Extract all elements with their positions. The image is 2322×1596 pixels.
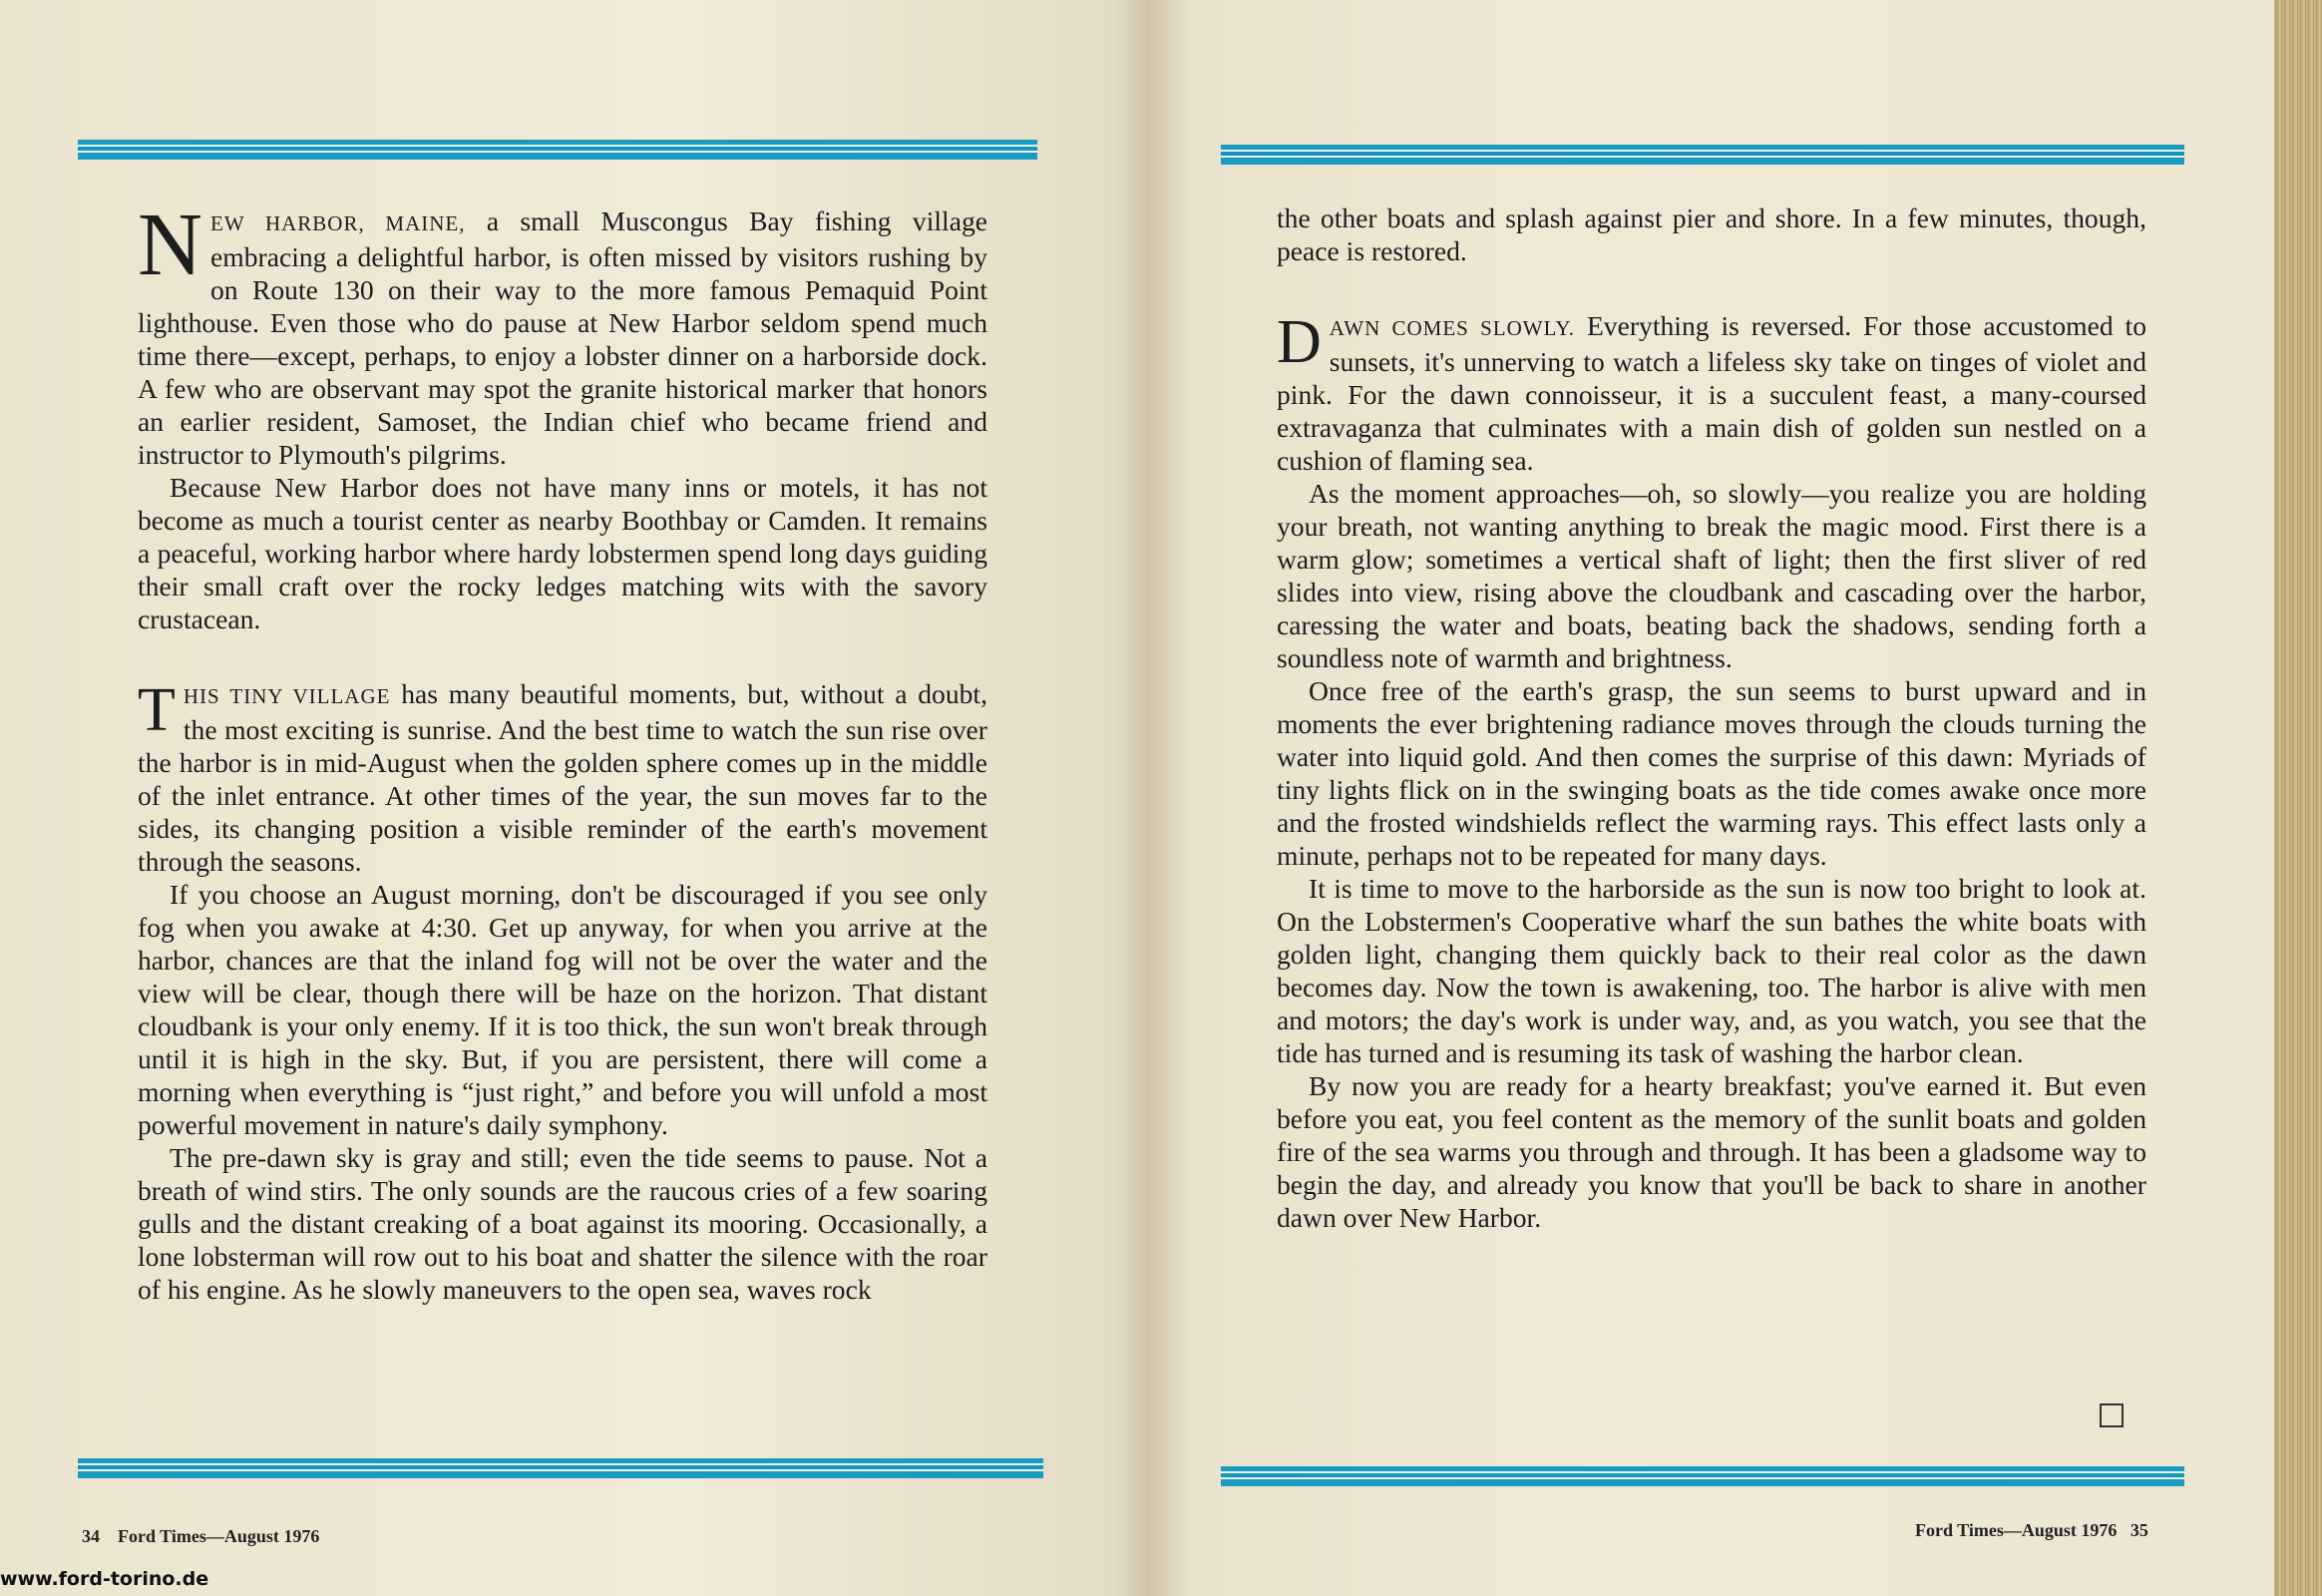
left-page xyxy=(0,0,1147,1596)
top-rule-right xyxy=(1221,145,2184,165)
paragraph-pre-dawn: The pre-dawn sky is gray and still; even the tide seems to pause. Not a breath of wind stirs. The only sounds are the raucous cries of a few soaring gulls and the distant creaking of a boat against its mooring. Occasionally, a lone lobsterman will row out to his boat and shatter the silence with the roar of his engine. As he slowly maneuvers to the open sea, waves rock xyxy=(138,1142,987,1305)
page-edges xyxy=(2274,0,2322,1596)
left-column-text xyxy=(138,196,987,1306)
bottom-rule-left xyxy=(78,1458,1043,1478)
top-rule-left xyxy=(78,140,1037,160)
paragraph-tiny-village xyxy=(138,677,987,878)
dropcap: T xyxy=(138,676,176,744)
paragraph-dawn-comes-slowly xyxy=(1277,309,2146,477)
paragraph-august-morning: If you choose an August morning, don't be discouraged if you see only fog when you awake at 4:30. Get up anyway, for when you arrive at the harbor, chances are that the inland fog will not be over the water and the view will be clear, though there will be haze on the horizon. That distant cloudbank is your only enemy. If it is too thick, the sun won't break through until it is high in the sky. But, if you are persistent, there will come a morning when everything is “just right,” and before you will unfold a most powerful movement in nature's daily symphony. xyxy=(138,879,987,1140)
paragraph-peace-restored: the other boats and splash against pier and shore. In a few minutes, though, peace is restored. xyxy=(1277,202,2146,266)
paragraph-harborside: It is time to move to the harborside as the sun is now too bright to look at. On the Lobstermen's Cooperative wharf the sun bathes the white boats with golden light, changing them quickly back to their real color as the dawn becomes day. Now the town is awakening, too. The harbor is alive with men and motors; the day's work is under way, and, as you watch, you see that the tide has turned and is resuming its task of washing the harbor clean. xyxy=(1277,873,2146,1068)
watermark: www.ford-torino.de xyxy=(0,1568,209,1590)
folio-right xyxy=(1915,1520,2148,1541)
paragraph-text: has many beautiful moments, but, without a doubt, the most exciting is sunrise. And the best time to watch the sun rise over the harbor is in mid-August when the golden sphere comes up in the middle of the inlet entrance. At other times of the year, the sun moves far to the sides, its changing position a visible reminder of the earth's movement through the seasons. xyxy=(138,678,987,877)
page-number: 35 xyxy=(2129,1520,2148,1540)
lead-in-smallcaps: EW HARBOR, MAINE, xyxy=(210,211,466,235)
dropcap: D xyxy=(1277,308,1322,376)
end-of-article-mark xyxy=(2100,1403,2124,1427)
paragraph-text: Everything is reversed. For those accustomed to sunsets, it's unnerving to watch a lifeless sky take on tinges of violet and pink. For the dawn connoisseur, it is a succulent feast, a many-coursed extravaganza that culminates with a main dish of golden sun nestled on a cushion of flaming sea. xyxy=(1277,310,2147,476)
paragraph-breakfast: By now you are ready for a hearty breakfast; you've earned it. But even before you eat, you feel content as the memory of the sunlit boats and golden fire of the sea warms you through and through. It has been a gladsome way to begin the day, and already you know that you'll be back to share in another dawn over New Harbor. xyxy=(1277,1070,2146,1233)
lead-in-smallcaps: HIS TINY VILLAGE xyxy=(183,684,391,708)
folio-title: Ford Times—August 1976 xyxy=(118,1526,320,1546)
folio-title: Ford Times—August 1976 xyxy=(1915,1520,2118,1540)
right-page xyxy=(1147,0,2274,1596)
paragraph-tourist-center: Because New Harbor does not have many inns or motels, it has not become as much a tourist center as nearby Boothbay or Camden. It remains a peaceful, working harbor where hardy lobstermen spend long days guiding their small craft over the rocky ledges matching wits with the savory crustacean. xyxy=(138,472,987,634)
lead-in-smallcaps: AWN COMES SLOWLY. xyxy=(1329,316,1576,340)
paragraph-text: a small Muscongus Bay fishing village embracing a delightful harbor, is often missed by visitors rushing by on Route 130 on their way to the more famous Pemaquid Point lighthouse. Even those who do pause at New Harbor seldom spend much time there—except, perhaps, to enjoy a lobster dinner on a harborside dock. A few who are observant may spot the granite historical marker that honors an earlier resident, Samoset, the Indian chief who became friend and instructor to Plymouth's pilgrims. xyxy=(138,205,987,470)
page-number: 34 xyxy=(82,1526,100,1546)
dropcap: N xyxy=(138,196,202,294)
right-column-text xyxy=(1277,201,2146,1234)
paragraph-earths-grasp: Once free of the earth's grasp, the sun seems to burst upward and in moments the ever brightening radiance moves through the clouds turning the water into liquid gold. And then comes the surprise of this dawn: Myriads of tiny lights flick on in the swinging boats as the tide comes awake once more and the frosted windshields reflect the warming rays. This effect lasts only a minute, perhaps not to be repeated for many days. xyxy=(1277,675,2146,871)
folio-left xyxy=(82,1526,319,1547)
paragraph-moment-approaches: As the moment approaches—oh, so slowly—you realize you are holding your breath, not wanting anything to break the magic mood. First there is a warm glow; sometimes a vertical shaft of light; then the first sliver of red slides into view, rising above the cloudbank and cascading over the harbor, caressing the water and boats, beating back the shadows, sending forth a soundless note of warmth and brightness. xyxy=(1277,478,2146,673)
bottom-rule-right xyxy=(1221,1466,2184,1486)
paragraph-new-harbor-intro xyxy=(138,196,987,471)
